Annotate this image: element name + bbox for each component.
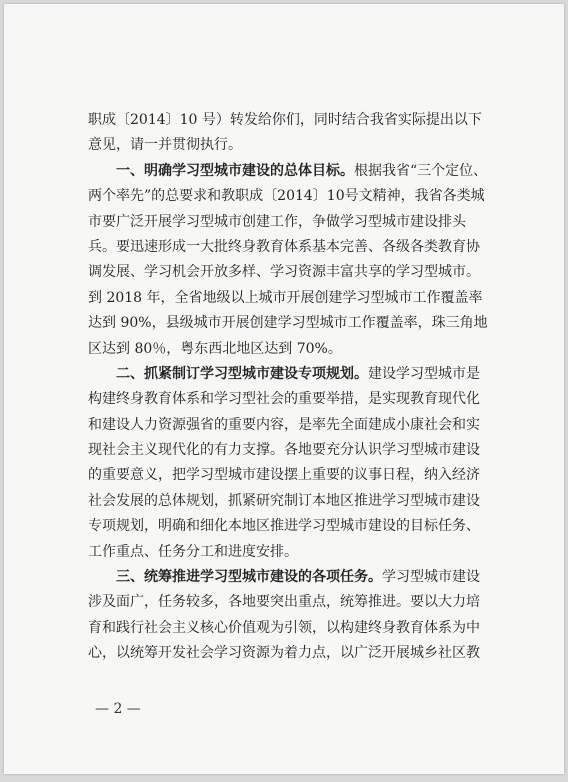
section-1-line: 达到 90%，县级城市开展创建学习型城市工作覆盖率，珠三角地	[88, 315, 488, 332]
section-1-first-line	[88, 159, 498, 184]
section-2-line: 社会发展的总体规划，抓紧研究制订本地区推进学习型城市建设	[88, 492, 480, 509]
document-page	[4, 4, 564, 774]
section-2-line: 构建终身教育体系和学习型社会的重要举措，是实现教育现代化	[88, 391, 480, 408]
section-1-line: 兵。要迅速形成一大批终身教育体系基本完善、各级各类教育协	[88, 238, 480, 255]
page-number: — 2 —	[95, 701, 141, 717]
section-1-line: 调发展、学习机会开放多样、学习资源丰富共享的学习型城市。	[88, 264, 480, 281]
section-2-heading: 二、抓紧制订学习型城市建设专项规划。	[116, 365, 368, 382]
section-3-line: 育和践行社会主义核心价值观为引领，以构建终身教育体系为中	[88, 619, 480, 636]
section-3-text: 学习型城市建设	[382, 569, 480, 586]
section-2-line: 的重要意义，把学习型城市建设摆上重要的议事日程，纳入经济	[88, 467, 480, 484]
section-2-first-line	[88, 362, 498, 387]
section-1-heading: 一、明确学习型城市建设的总体目标。	[116, 162, 354, 179]
section-3-line: 涉及面广，任务较多，各地要突出重点，统筹推进。要以大力培	[88, 594, 480, 611]
section-1-text: 根据我省“三个定位、	[354, 162, 488, 179]
section-1-line: 到 2018 年，全省地级以上城市开展创建学习型城市工作覆盖率	[88, 289, 483, 306]
section-2-line: 现社会主义现代化的有力支撑。各地要充分认识学习型城市建设	[88, 442, 480, 459]
section-3-first-line	[88, 565, 498, 590]
section-3-heading: 三、统筹推进学习型城市建设的各项任务。	[116, 569, 382, 586]
section-3-line: 心，以统筹开发社会学习资源为着力点，以广泛开展城乡社区教	[88, 645, 480, 662]
section-2-line: 和建设人力资源强省的重要内容，是率先全面建成小康社会和实	[88, 416, 480, 433]
section-2-text: 建设学习型城市是	[368, 365, 480, 382]
section-1-line: 市要广泛开展学习型城市创建工作，争做学习型城市建设排头	[88, 213, 466, 230]
section-1-line: 区达到 80％，粤东西北地区达到 70%。	[88, 340, 342, 357]
intro-line-2: 意见，请一并贯彻执行。	[88, 137, 242, 154]
section-2-line: 工作重点、任务分工和进度安排。	[88, 543, 298, 560]
document-body	[88, 108, 498, 667]
intro-line-1: 职成〔2014〕10 号）转发给你们，同时结合我省实际提出以下	[88, 112, 482, 128]
section-2-line: 专项规划，明确和细化本地区推进学习型城市建设的目标任务、	[88, 518, 480, 535]
section-1-line: 两个率先”的总要求和教职成〔2014〕10号文精神，我省各类城	[88, 188, 485, 205]
